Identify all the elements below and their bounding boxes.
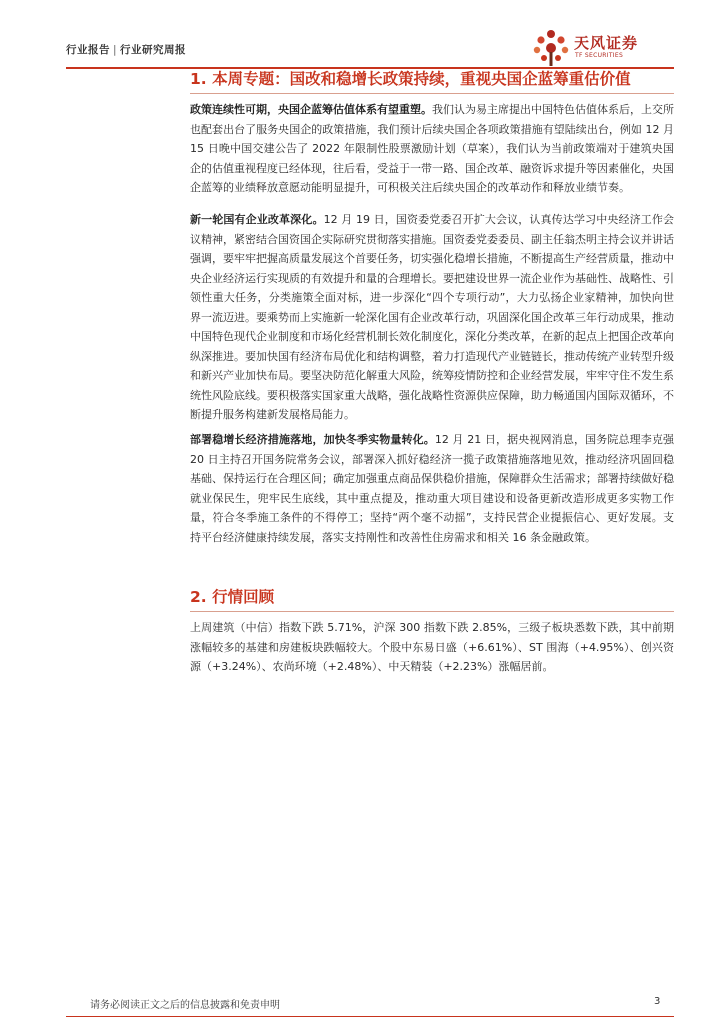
paragraph-2-lead: 新一轮国有企业改革深化。	[190, 213, 324, 226]
paragraph-3-body: 12 月 21 日，据央视网消息，国务院总理李克强 20 日主持召开国务院常务会议，部署深入抓好稳经济一揽子政策措施落地见效，推动经济巩固回稳基础、保持运行在合理区间；确定加强重点商品保供稳价措施，保障群众生活需求；部署持续做好稳就业保民生，兜牢民生底线，其中重点提及，推动重大项目建设和设备更新改造形成更多实物工作量，符合冬季施工条件的不得停工；坚持“两个毫不动摇”，支持民营企业提振信心、更好发展。支持平台经济健康持续发展，落实支持刚性和改善性住房需求和相关 16 条金融政策。	[190, 433, 674, 544]
report-category	[66, 42, 186, 57]
page-header	[66, 28, 674, 68]
report-type: 行业报告	[66, 44, 110, 56]
report-subtype: 行业研究周报	[120, 44, 187, 56]
footer-disclaimer: 请务必阅读正文之后的信息披露和免责申明	[90, 1000, 280, 1011]
brand-subtitle: TF SECURITIES	[575, 52, 624, 59]
paragraph-1-body: 我们认为易主席提出中国特色估值体系后，上交所也配套出台了服务央国企的政策措施，我们预计后续央国企各项政策措施有望陆续出台，例如 12 月 15 日晚中国交建公告了 2022 年限制性股票激励计划（草案），我们认为当前政策端对于建筑央国企的估值重视程度已经体现，往后看，受益于一带一路、国企改革、融资诉求提升等因素催化，央国企蓝筹的业绩释放意愿动能明显提升，可积极关注后续央国企的改革动作和释放业绩节奏。	[190, 103, 674, 194]
section-1-paragraph-1	[190, 100, 674, 198]
paragraph-2-body: 12 月 19 日，国资委党委召开扩大会议，认真传达学习中央经济工作会议精神，紧密结合国资国企实际研究贯彻落实措施。国资委党委委员、副主任翁杰明主持会议并讲话强调，要牢牢把握高质量发展这个首要任务，切实强化稳增长措施，不断提高生产经营质量，推动中央企业经济运行实现质的有效提升和量的合理增长。要把建设世界一流企业作为基础性、战略性、引领性重大任务，分类施策全面对标，进一步深化“四个专项行动”，大力弘扬企业家精神，加快向世界一流迈进。要乘势而上实施新一轮深化国有企业改革行动，巩固深化国企改革三年行动成果，推动中国特色现代企业制度和市场化经营机制长效化制度化，深化分类改革，在新的起点上把国企改革向纵深推进。要加快国有经济布局优化和结构调整，着力打造现代产业链链长，推动传统产业转型升级和新兴产业加快布局。要坚决防范化解重大风险，统筹疫情防控和企业经营发展，牢牢守住不发生系统性风险底线。要积极落实国家重大战略，强化战略性资源供应保障，助力畅通国内国际双循环，不断提升服务构建新发展格局能力。	[190, 213, 674, 421]
section-1-title: 1. 本周专题：国改和稳增长政策持续，重视央国企蓝筹重估价值	[190, 70, 631, 88]
header-divider	[66, 67, 674, 69]
section-1-paragraph-2	[190, 210, 674, 425]
paragraph-3-lead: 部署稳增长经济措施落地，加快冬季实物量转化。	[190, 433, 435, 446]
brand-name: 天风证券	[574, 34, 639, 52]
section-2-title: 2. 行情回顾	[190, 588, 275, 606]
section-1-underline	[190, 93, 674, 94]
page-number: 3	[654, 996, 661, 1007]
section-1-paragraph-3	[190, 430, 674, 547]
footer-divider	[66, 1016, 674, 1017]
tf-securities-flower-logo-icon	[530, 28, 572, 68]
paragraph-1-lead: 政策连续性可期，央国企蓝筹估值体系有望重塑。	[190, 103, 432, 116]
section-2-underline	[190, 611, 674, 612]
section-2-paragraph-1: 上周建筑（中信）指数下跌 5.71%，沪深 300 指数下跌 2.85%，三级子板块悉数下跌，其中前期涨幅较多的基建和房建板块跌幅较大。个股中东易日盛（+6.61%）、ST 围海（+4.95%）、创兴资源（+3.24%）、农尚环境（+2.48%）、中天精装（+2.23%）涨幅居前。	[190, 621, 674, 673]
brand-logo	[530, 28, 670, 64]
header-separator: |	[113, 44, 118, 56]
